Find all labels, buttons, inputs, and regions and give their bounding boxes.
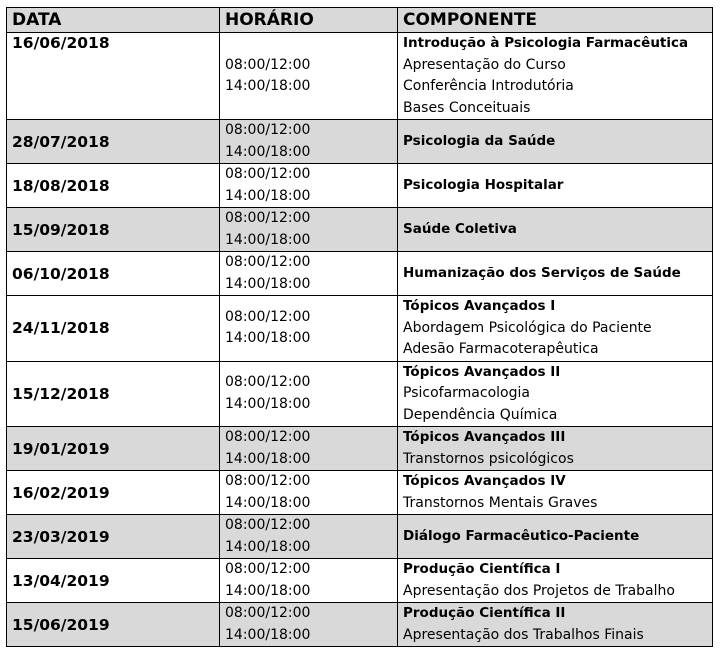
component-detail: Abordagem Psicológica do Paciente: [403, 319, 652, 336]
time-afternoon: 14:00/18:00: [225, 582, 311, 599]
table-row: [7, 164, 713, 208]
header-date: DATA: [7, 8, 220, 33]
component-detail: Transtornos psicológicos: [403, 450, 574, 467]
time-morning: 08:00/12:00: [225, 166, 311, 182]
time-morning: 08:00/12:00: [225, 374, 311, 391]
time-afternoon: 14:00/18:00: [225, 538, 311, 555]
header-component: COMPONENTE: [398, 8, 713, 33]
time-morning: 08:00/12:00: [225, 561, 311, 577]
time-cell: [220, 559, 398, 603]
component-title: Tópicos Avançados I: [403, 298, 556, 314]
component-cell: [398, 361, 713, 427]
date-cell: 19/01/2019: [7, 427, 220, 471]
component-detail: Transtornos Mentais Graves: [403, 494, 598, 511]
table-row: [7, 603, 713, 647]
component-cell: [398, 603, 713, 647]
component-title: Tópicos Avançados III: [403, 429, 566, 445]
time-cell: [220, 120, 398, 164]
component-title: Humanização dos Serviços de Saúde: [403, 264, 681, 281]
component-cell: [398, 208, 713, 252]
component-detail: Conferência Introdutória: [403, 78, 574, 94]
table-row: [7, 515, 713, 559]
time-morning: 08:00/12:00: [225, 473, 311, 489]
component-title: Introdução à Psicologia Farmacêutica: [403, 35, 689, 51]
component-cell: [398, 296, 713, 362]
component-cell: [398, 515, 713, 559]
date-cell: 16/06/2018: [7, 33, 220, 120]
time-afternoon: 14:00/18:00: [225, 143, 311, 160]
time-morning: 08:00/12:00: [225, 56, 311, 73]
time-afternoon: 14:00/18:00: [225, 450, 311, 467]
time-morning: 08:00/12:00: [225, 517, 311, 533]
date-cell: 16/02/2019: [7, 471, 220, 515]
date-cell: 13/04/2019: [7, 559, 220, 603]
date-cell: 15/09/2018: [7, 208, 220, 252]
time-cell: [220, 603, 398, 647]
time-cell: [220, 427, 398, 471]
time-afternoon: 14:00/18:00: [225, 626, 311, 643]
time-cell: [220, 252, 398, 296]
component-title: Diálogo Farmacêutico-Paciente: [403, 527, 640, 544]
component-detail: Apresentação do Curso: [403, 56, 566, 73]
time-morning: 08:00/12:00: [225, 122, 311, 138]
time-morning: 08:00/12:00: [225, 605, 311, 621]
component-title: Produção Científica I: [403, 561, 561, 577]
time-morning: 08:00/12:00: [225, 308, 311, 325]
time-afternoon: 14:00/18:00: [225, 231, 311, 248]
component-cell: [398, 164, 713, 208]
header-row: [7, 8, 713, 33]
component-title: Produção Científica II: [403, 605, 566, 621]
component-title: Tópicos Avançados II: [403, 363, 561, 380]
time-afternoon: 14:00/18:00: [225, 78, 311, 94]
table-row: [7, 296, 713, 362]
time-afternoon: 14:00/18:00: [225, 395, 311, 412]
component-cell: [398, 559, 713, 603]
component-cell: [398, 120, 713, 164]
component-detail: Apresentação dos Projetos de Trabalho: [403, 582, 675, 599]
time-afternoon: 14:00/18:00: [225, 330, 311, 347]
table-row: [7, 208, 713, 252]
component-title: Tópicos Avançados IV: [403, 473, 566, 489]
time-cell: [220, 361, 398, 427]
date-cell: 18/08/2018: [7, 164, 220, 208]
time-afternoon: 14:00/18:00: [225, 187, 311, 204]
date-cell: 15/12/2018: [7, 361, 220, 427]
time-afternoon: 14:00/18:00: [225, 275, 311, 292]
time-cell: [220, 208, 398, 252]
table-row: [7, 33, 713, 120]
time-cell: [220, 471, 398, 515]
component-cell: [398, 471, 713, 515]
schedule-table: [6, 7, 713, 647]
table-row: [7, 252, 713, 296]
time-cell: [220, 515, 398, 559]
time-morning: 08:00/12:00: [225, 254, 311, 270]
time-afternoon: 14:00/18:00: [225, 494, 311, 511]
component-detail: Psicofarmacologia: [403, 385, 530, 401]
table-row: [7, 361, 713, 427]
component-title: Psicologia Hospitalar: [403, 176, 564, 193]
component-title: Psicologia da Saúde: [403, 132, 556, 149]
header-time: HORÁRIO: [220, 8, 398, 33]
component-detail: Adesão Farmacoterapêutica: [403, 341, 599, 357]
table-row: [7, 427, 713, 471]
date-cell: 23/03/2019: [7, 515, 220, 559]
date-cell: 15/06/2019: [7, 603, 220, 647]
time-cell: [220, 164, 398, 208]
component-cell: [398, 33, 713, 120]
table-row: [7, 120, 713, 164]
component-cell: [398, 252, 713, 296]
component-title: Saúde Coletiva: [403, 220, 517, 237]
component-detail: Dependência Química: [403, 406, 558, 423]
component-detail: Apresentação dos Trabalhos Finais: [403, 626, 644, 643]
time-morning: 08:00/12:00: [225, 429, 311, 445]
table-row: [7, 559, 713, 603]
time-cell: [220, 33, 398, 120]
date-cell: 28/07/2018: [7, 120, 220, 164]
component-detail: Bases Conceituais: [403, 99, 531, 116]
table-row: [7, 471, 713, 515]
time-morning: 08:00/12:00: [225, 210, 311, 226]
component-cell: [398, 427, 713, 471]
date-cell: 24/11/2018: [7, 296, 220, 362]
time-cell: [220, 296, 398, 362]
date-cell: 06/10/2018: [7, 252, 220, 296]
